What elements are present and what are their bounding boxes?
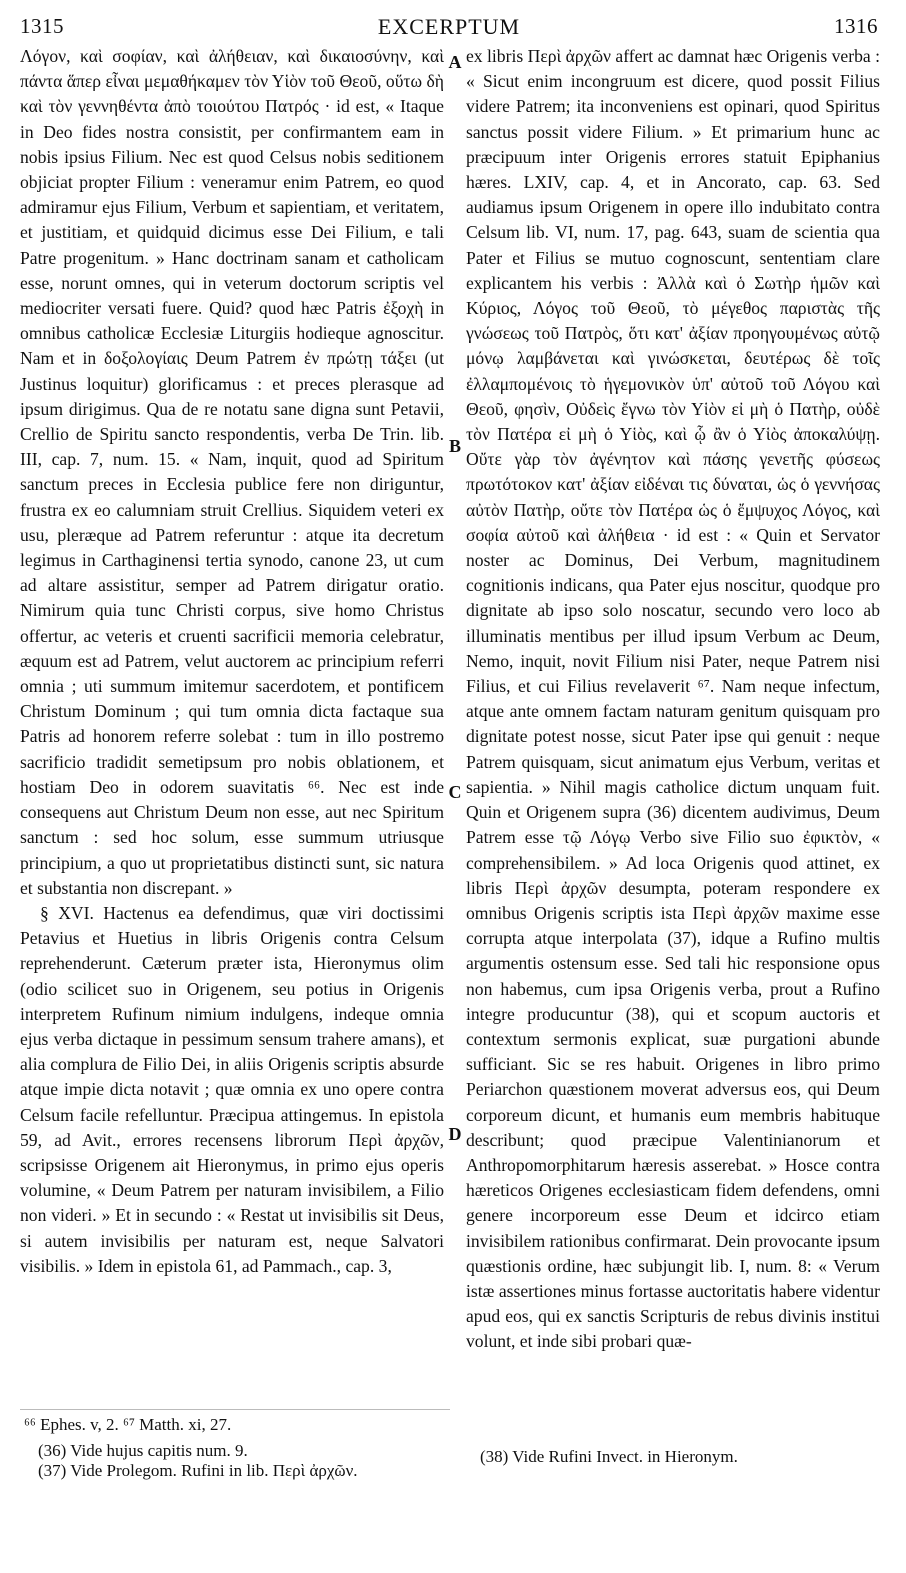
- right-text-column: [466, 44, 880, 1355]
- margin-letter-a: A: [448, 52, 462, 72]
- section-xvi-paragraph: § XVI. Hactenus ea defendimus, quæ viri doctissimi Petavius et Huetius in libris Origenis contra Celsum reprehenderunt. Cæterum præter ista, Hieronymus olim (odio scilicet suo in Origenem, seu potius in Origenis interpretem Rufinum nimium indulgens, indeque omnia ejus verba dictaque in pessimum sensum trahere amans), et alia complura de Filio Dei, in aliis Origenis scriptis absurde atque impie dicta notavit ; quæ omnia ex uno opere contra Celsum facile refelluntur. Præcipua attingemus. In epistola 59, ad Avit., errores recensens librorum Περὶ ἀρχῶν, scripsisse Origenem ait Hieronymus, in primo ejus operis volumine, « Deum Patrem per naturam invisibilem, a Filio non videri. » Et in secundo : « Restat ut invisibilis sit Deus, si autem invisibilis per naturam est, neque Salvatori visibilis. » Idem in epistola 61, ad Pammach., cap. 3,: [20, 902, 444, 1276]
- margin-letter-d: D: [448, 1124, 462, 1144]
- footnote-rule: [20, 1409, 450, 1410]
- footnote-38: (38) Vide Rufini Invect. in Hieronym.: [480, 1447, 738, 1466]
- left-page-number: 1315: [20, 14, 64, 38]
- footnote-66-67: ⁶⁶ Ephes. v, 2. ⁶⁷ Matth. xi, 27.: [24, 1415, 232, 1434]
- footnote-36: (36) Vide hujus capitis num. 9.: [38, 1441, 248, 1460]
- right-page-number: 1316: [834, 14, 878, 38]
- footnote-37: (37) Vide Prolegom. Rufini in lib. Περὶ ἀρχῶν.: [38, 1461, 358, 1480]
- right-paragraph-1: ex libris Περὶ ἀρχῶν affert ac damnat hæc Origenis verba : « Sicut enim incongruum est dicere, quod possit Filius videre Patrem; ita inconveniens est opinari, quod Spiritus sanctus possit videre Filium. » Et primarium hunc ac præcipuum inter Origenis errores statuit Epiphanius hæres. LXIV, cap. 4, et in Ancorato, cap. 63. Sed audiamus ipsum Origenem in opere illo indubitato contra Celsum lib. VI, num. 17, pag. 643, suam de scientia qua Pater et Filius se mutuo cognoscunt, sententiam clare explicantem his verbis : Ἀλλὰ καὶ ὁ Σωτὴρ ἡμῶν καὶ Κύριος, Λόγος τοῦ Θεοῦ, τὸ μέγεθος παριστὰς τῆς γνώσεως τοῦ Πατρὸς, ὅτι κατ' ἀξίαν προηγουμένως αὐτῷ μόνῳ λαμβάνεται καὶ γινώσκεται, δευτέρως δὲ τοῖς ἐλλαμπομένοις τὸ ἡγεμονικὸν ὑπ' αὐτοῦ τοῦ Λόγου καὶ Θεοῦ, φησὶν, Οὐδεὶς ἔγνω τὸν Υἱὸν εἰ μὴ ὁ Πατὴρ, οὐδὲ τὸν Πατέρα εἰ μὴ ὁ Υἱὸς, καὶ ᾧ ἂν ὁ Υἱὸς ἀποκαλύψῃ. Οὔτε γὰρ τὸν ἀγένητον καὶ πάσης γενετῆς φύσεως πρωτότοκον κατ' ἀξίαν εἰδέναι τις δύναται, ὡς ὁ γεννήσας αὐτὸν Πατὴρ, οὔτε τὸν Πατέρα ὡς ὁ ἔμψυχος Λόγος, καὶ σοφία αὐτοῦ καὶ ἀλήθεια · id est : « Quin et Servator noster ac Dominus, Dei Verbum, magnitudinem cognitionis indicans, qua Pater ejus noscitur, quodque pro dignitate ab ipso solo noscatur, secundo vero loco ab illuminatis mentibus per illud ipsum Verbum ac Deum, Nemo, inquit, novit Filium nisi Pater, neque Patrem nisi Filius, et cui Filius revelaverit ⁶⁷. Nam neque infectum, atque ante omnem factam naturam genitum quisquam pro dignitate potest nosse, sicut Pater ipse qui genuit : neque Patrem quisquam, sicut animatum ejus Verbum, veritas et sapientia. » Nihil magis catholice dictum unquam fuit. Quin et Origenem supra (36) dicentem audivimus, Deum Patrem esse τῷ Λόγῳ Verbo sive Filio suo ἐφικτὸν, « comprehensibilem. » Ad loca Origenis quod attinet, ex libris Περὶ ἀρχῶν desumpta, poteram respondere ex omnibus Origenis scriptis ista Περὶ ἀρχῶν maxime esse corrupta atque interpolata (37), idque a Rufino multis argumentis ostensum esse. Sed tali hic responsione opus non habemus, cum ipsa Origenis verba, prout a Rufino integre producuntur (38), qui et scopum auctoris et contextum sermonis explicat, suæ purgationi abunde sufficiant. Sic se res habuit. Origenes in libro primo Periarchon quæstionem moverat adversus eos, qui Deum corporeum dicunt, et humanis eum membris habituque describunt; quod præcipue Valentinianorum et Anthropomorphitarum hæresis asserebat. » Hosce contra hæreticos Origenes ecclesiasticam fidem defendens, omni genere incorporeum esse Deum et idcirco etiam invisibilem rationibus confirmarat. Dein provocante ipsum quæstionis ordine, hæc subjungit lib. I, num. 8: « Verum istæ assertiones minus fortasse auctoritatis habere videntur apud eos, qui ex sanctis Scripturis de rebus divinis institui volunt, et inde sibi probari quæ-: [466, 46, 880, 1352]
- left-paragraph-1: Λόγον, καὶ σοφίαν, καὶ ἀλήθειαν, καὶ δικαιοσύνην, καὶ πάντα ἅπερ εἶναι μεμαθήκαμεν τὸν Υἱὸν τοῦ Θεοῦ, οὕτω δὴ καὶ τὸν γεννηθέντα ἀπὸ τοιούτου Πατρός · id est, « Itaque in Deo fides nostra consistit, per confirmantem eam in nobis ipsius Filium. Nec est quod Celsus nobis seditionem objiciat propter Filium : veneramur enim Patrem, eo quod admiramur ejus Filium, Verbum et sapientiam, et veritatem, et justitiam, et quidquid dicimus esse Dei Filium, e tali Patre progenitum. » Hanc doctrinam sanam et catholicam esse, norunt omnes, qui in veterum doctorum scriptis vel mediocriter versati fuere. Quid? quod hæc Patris ἐξοχὴ in omnibus catholicæ Ecclesiæ Liturgiis hodieque agnoscitur. Nam et in δοξολογίαις Deum Patrem ἐν πρώτῃ τάξει (ut Justinus loquitur) glorificamus : et preces plerasque ad ipsum dirigimus. Qua de re notatu sane digna sunt Petavii, Crellio de Spiritu sancto respondentis, verba De Trin. lib. III, cap. 7, num. 15. « Nam, inquit, quod ad Spiritum sanctum preces in Ecclesia publice fere non diriguntur, frustra ex eo calumniam struit Crellius. Siquidem veteri ex usu, pleræque ad Patrem referuntur : atque ita decretum legimus in Carthaginensi tertia synodo, canone 23, ut cum ad altare assistitur, semper ad Patrem dirigatur oratio. Nimirum quia tunc Christi corpus, sive homo Christus offertur, ac veteris et cruenti sacrificii memoria celebratur, æquum est ad Patrem, velut auctorem ac principium referri omnia ; uti summum imitemur sacerdotem, et pontificem Christum Dominum ; qui tum omnia dicta factaque sua Patris ad honorem referre solebat : tum in illo postremo sacrificio tradidit semetipsum pro nobis oblationem, et hostiam Deo in odorem suavitatis ⁶⁶. Nec est inde consequens aut Christum Deum non esse, aut nec Spiritum sanctum : sed hoc solum, esse summum utriusque principium, a quo ut proprietatibus distincti sunt, sic natura et substantia non discrepant. »: [20, 46, 444, 898]
- running-head-title: EXCERPTUM: [377, 14, 521, 39]
- left-text-column: [20, 44, 444, 1279]
- margin-letter-b: B: [448, 436, 461, 456]
- page-header: [20, 14, 878, 42]
- margin-letter-c: C: [448, 782, 462, 802]
